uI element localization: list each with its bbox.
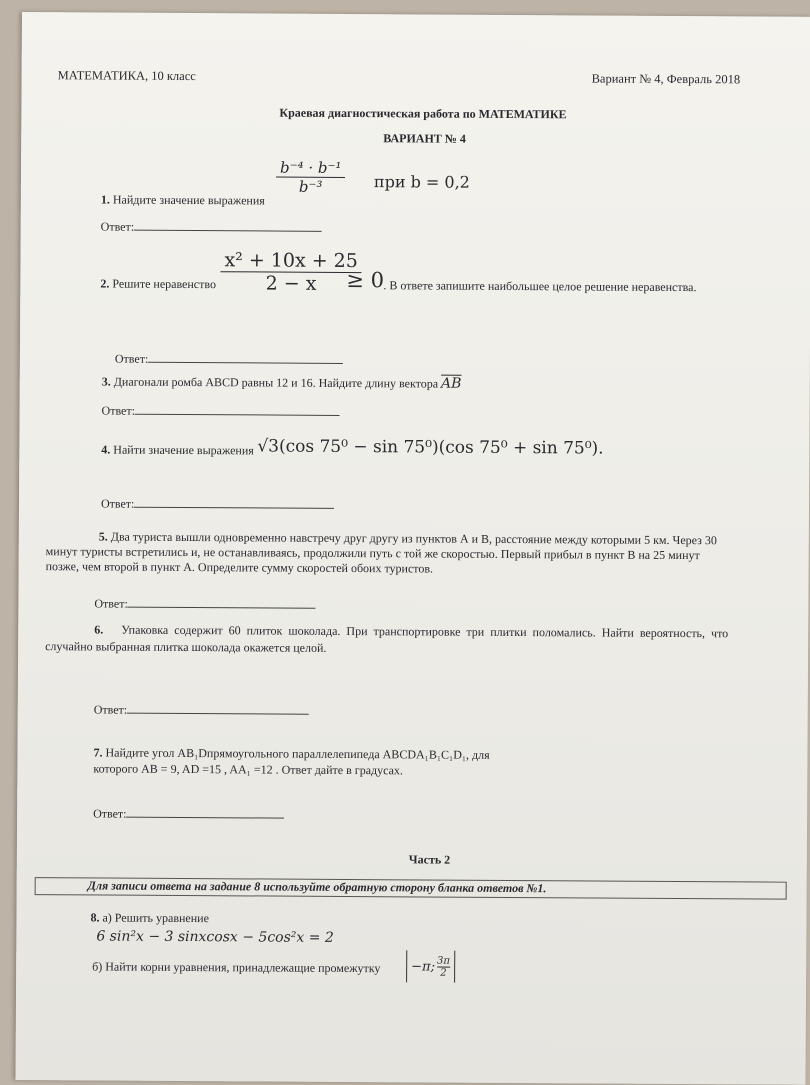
task-3-number: 3. xyxy=(101,374,111,389)
task-6-answer xyxy=(94,700,310,718)
task-2-numerator: x² + 10x + 25 xyxy=(224,249,358,273)
page-title: Краевая диагностическая работа по МАТЕМАТИКЕ xyxy=(279,105,567,122)
task-4-text: Найти значение выражения xyxy=(113,442,254,458)
answer-label: Ответ: xyxy=(93,806,127,821)
task-4-expression: √3(cos 75⁰ − sin 75⁰)(cos 75⁰ + sin 75⁰). xyxy=(257,436,604,459)
exam-sheet xyxy=(15,12,810,1085)
task-5-line-3: позже, чем второй в пункт А. Определите сумму скоростей обоих туристов. xyxy=(45,559,434,576)
task-7-number: 7. xyxy=(93,745,103,760)
task-6-number: 6. xyxy=(94,622,104,637)
task-7-text-1: Найдите угол AB₁Dпрямоугольного параллелепипеда ABCDA₁B₁C₁D₁, для xyxy=(105,745,490,762)
answer-line[interactable] xyxy=(127,701,309,715)
task-8-a-text: а) Решить уравнение xyxy=(102,910,209,926)
task-2-fraction xyxy=(220,249,362,295)
answer-label: Ответ: xyxy=(101,403,136,418)
task-1-number: 1. xyxy=(100,192,110,207)
task-1-numerator: b⁻⁴ · b⁻¹ xyxy=(279,158,342,177)
answer-line[interactable] xyxy=(148,350,343,364)
task-1-answer xyxy=(101,217,323,235)
answer-line[interactable] xyxy=(134,218,322,232)
task-1-fraction xyxy=(276,159,346,196)
task-4 xyxy=(101,442,254,458)
part-2-title: Часть 2 xyxy=(408,852,451,867)
answer-line[interactable] xyxy=(134,495,334,509)
answer-label: Ответ: xyxy=(100,496,135,511)
task-6-line-1 xyxy=(94,622,728,641)
answer-label: Ответ: xyxy=(94,596,128,611)
task-2-number: 2. xyxy=(100,276,110,291)
task-4-number: 4. xyxy=(101,442,111,457)
task-5-text-1: Два туриста вышли одновременно навстречу друг другу из пунктов А и В, расстояние между которыми 5 км. Через 30 xyxy=(110,529,717,548)
task-5-answer xyxy=(94,594,316,612)
task-8-interval xyxy=(406,950,455,982)
task-2-text: Решите неравенство xyxy=(112,276,217,292)
task-3 xyxy=(102,373,462,391)
task-1-condition: при b = 0,2 xyxy=(373,172,470,192)
answer-label: Ответ: xyxy=(93,702,128,717)
task-1-text: Найдите значение выражения xyxy=(112,192,265,208)
task-8-equation: 6 sin²x − 3 sinxcosx − 5cos²x = 2 xyxy=(96,928,334,946)
answer-line[interactable] xyxy=(128,595,316,609)
task-1 xyxy=(101,192,265,208)
answer-label: Ответ: xyxy=(100,219,135,234)
task-2 xyxy=(100,276,216,292)
task-2-relation: ≥ 0 xyxy=(346,267,385,293)
task-2-tail: . В ответе запишите наибольшее целое решение неравенства. xyxy=(383,278,697,295)
answer-line[interactable] xyxy=(135,402,340,416)
interval-left: −π; xyxy=(411,958,436,975)
task-8-a xyxy=(90,910,209,926)
task-6-text-1: Упаковка содержит 60 плиток шоколада. При транспортировке три плитки поломались. Найти вероятность, что xyxy=(121,622,729,641)
task-7-line-2: которого AB = 9, AD =15 , AA₁ =12 . Ответ дайте в градусах. xyxy=(93,761,404,778)
vector-ab: $\overline{AB}$ xyxy=(441,375,462,392)
task-7-line-1 xyxy=(93,745,489,762)
task-2-denominator: 2 − x xyxy=(265,272,317,295)
task-3-answer xyxy=(102,401,341,419)
task-8-number: 8. xyxy=(90,910,100,925)
task-5-number: 5. xyxy=(98,529,108,544)
task-2-answer xyxy=(115,350,344,368)
variant-title: ВАРИАНТ № 4 xyxy=(383,131,466,146)
task-7-answer xyxy=(93,804,285,822)
task-3-text: Диагонали ромба ABCD равны 12 и 16. Найдите длину вектора xyxy=(113,374,439,391)
part-2-instruction: Для записи ответа на задание 8 используйте обратную сторону бланка ответов №1. xyxy=(87,878,547,896)
interval-numerator: 3π xyxy=(437,955,451,967)
task-5-line-2: минут туристы встретились и, не останавливаясь, продолжили путь с той же скоростью. Первый прибыл в пункт В на 25 минут xyxy=(45,544,700,563)
part-2-instruction-box xyxy=(35,877,787,900)
task-8-b-text: б) Найти корни уравнения, принадлежащие промежутку xyxy=(92,959,381,976)
task-4-answer xyxy=(101,494,335,512)
task-1-denominator: b⁻³ xyxy=(298,177,323,196)
answer-label: Ответ: xyxy=(114,351,149,366)
interval-denominator: 2 xyxy=(440,967,447,979)
header-variant: Вариант № 4, Февраль 2018 xyxy=(591,71,741,87)
task-6-line-2: случайно выбранная плитка шоколада окажется целой. xyxy=(45,639,327,655)
answer-line[interactable] xyxy=(127,805,285,819)
header-subject: МАТЕМАТИКА, 10 класс xyxy=(57,68,196,84)
